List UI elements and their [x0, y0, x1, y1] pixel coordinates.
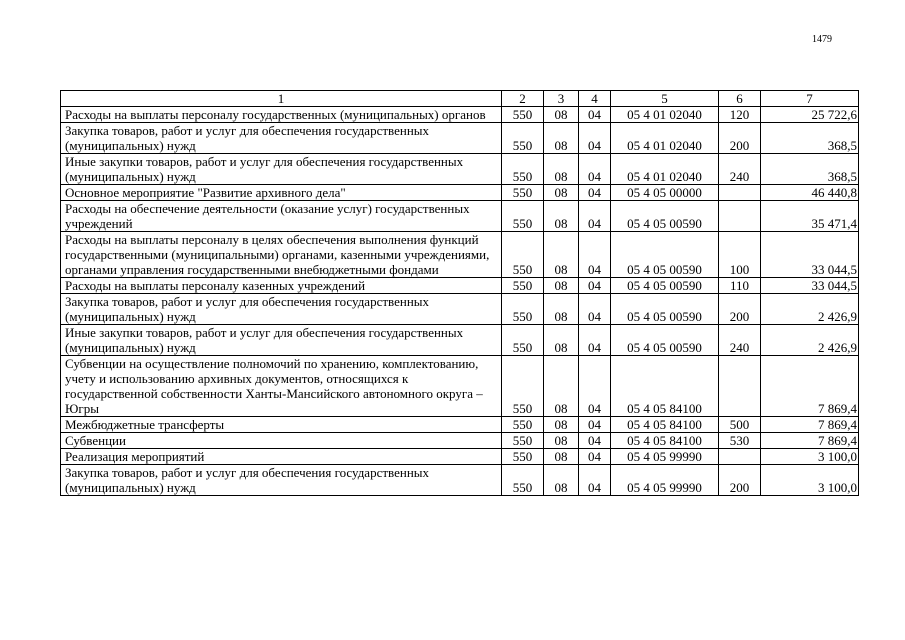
row-col4-cell: 04: [579, 417, 611, 433]
row-col5-cell: 05 4 05 99990: [611, 449, 719, 465]
row-col4-cell: 04: [579, 294, 611, 325]
row-col3-cell: 08: [544, 107, 579, 123]
row-col2-cell: 550: [502, 356, 544, 417]
header-col-1: 1: [61, 91, 502, 107]
row-col3-cell: 08: [544, 465, 579, 496]
row-col5-cell: 05 4 05 00590: [611, 294, 719, 325]
row-name-cell: Иные закупки товаров, работ и услуг для обеспечения государственных (муниципальных) нужд: [61, 325, 502, 356]
row-col2-cell: 550: [502, 465, 544, 496]
row-col3-cell: 08: [544, 232, 579, 278]
header-col-2: 2: [502, 91, 544, 107]
row-col6-cell: 120: [719, 107, 761, 123]
row-col6-cell: 240: [719, 154, 761, 185]
table-row: [61, 465, 859, 496]
row-col6-cell: [719, 185, 761, 201]
row-name-cell: Реализация мероприятий: [61, 449, 502, 465]
table-row: [61, 123, 859, 154]
row-name-cell: Расходы на выплаты персоналу государственных (муниципальных) органов: [61, 107, 502, 123]
row-col5-cell: 05 4 05 99990: [611, 465, 719, 496]
row-col2-cell: 550: [502, 278, 544, 294]
row-col2-cell: 550: [502, 232, 544, 278]
row-col6-cell: 240: [719, 325, 761, 356]
row-col6-cell: 500: [719, 417, 761, 433]
table-row: [61, 294, 859, 325]
row-col6-cell: 200: [719, 465, 761, 496]
row-col6-cell: 530: [719, 433, 761, 449]
row-col2-cell: 550: [502, 107, 544, 123]
row-col5-cell: 05 4 05 00590: [611, 325, 719, 356]
row-name-cell: Закупка товаров, работ и услуг для обеспечения государственных (муниципальных) нужд: [61, 294, 502, 325]
table-row: [61, 417, 859, 433]
row-amount-cell: 2 426,9: [761, 325, 859, 356]
row-col4-cell: 04: [579, 107, 611, 123]
row-col6-cell: [719, 449, 761, 465]
row-name-cell: Расходы на выплаты персоналу казенных учреждений: [61, 278, 502, 294]
row-col5-cell: 05 4 05 00590: [611, 232, 719, 278]
row-amount-cell: 3 100,0: [761, 465, 859, 496]
row-col3-cell: 08: [544, 154, 579, 185]
row-col5-cell: 05 4 01 02040: [611, 123, 719, 154]
row-col4-cell: 04: [579, 278, 611, 294]
row-col3-cell: 08: [544, 278, 579, 294]
row-name-cell: Закупка товаров, работ и услуг для обеспечения государственных (муниципальных) нужд: [61, 465, 502, 496]
row-col2-cell: 550: [502, 325, 544, 356]
row-amount-cell: 3 100,0: [761, 449, 859, 465]
row-col2-cell: 550: [502, 185, 544, 201]
row-amount-cell: 368,5: [761, 154, 859, 185]
row-col4-cell: 04: [579, 232, 611, 278]
table-row: [61, 356, 859, 417]
row-amount-cell: 7 869,4: [761, 356, 859, 417]
row-col5-cell: 05 4 01 02040: [611, 107, 719, 123]
header-col-7: 7: [761, 91, 859, 107]
row-col5-cell: 05 4 05 84100: [611, 417, 719, 433]
row-amount-cell: 7 869,4: [761, 417, 859, 433]
row-col3-cell: 08: [544, 449, 579, 465]
row-col3-cell: 08: [544, 356, 579, 417]
header-col-5: 5: [611, 91, 719, 107]
row-col3-cell: 08: [544, 185, 579, 201]
row-col3-cell: 08: [544, 123, 579, 154]
row-col4-cell: 04: [579, 465, 611, 496]
table-row: [61, 449, 859, 465]
row-col3-cell: 08: [544, 201, 579, 232]
row-col4-cell: 04: [579, 433, 611, 449]
table-row: [61, 154, 859, 185]
page-number: 1479: [812, 34, 832, 45]
row-col4-cell: 04: [579, 449, 611, 465]
row-name-cell: Субвенции на осуществление полномочий по хранению, комплектованию, учету и использованию архивных документов, относящихся к государственной собственности Ханты-Мансийского автономного округа – Югры: [61, 356, 502, 417]
row-col4-cell: 04: [579, 154, 611, 185]
row-name-cell: Расходы на выплаты персоналу в целях обеспечения выполнения функций государственными (муниципальными) органами, казенными учреждениями, органами управления государственными внебюджетными фондами: [61, 232, 502, 278]
row-name-cell: Субвенции: [61, 433, 502, 449]
table-row: [61, 232, 859, 278]
table-row: [61, 433, 859, 449]
row-amount-cell: 33 044,5: [761, 232, 859, 278]
row-col5-cell: 05 4 01 02040: [611, 154, 719, 185]
row-amount-cell: 35 471,4: [761, 201, 859, 232]
row-col6-cell: 200: [719, 123, 761, 154]
row-col4-cell: 04: [579, 185, 611, 201]
row-amount-cell: 2 426,9: [761, 294, 859, 325]
row-col6-cell: 100: [719, 232, 761, 278]
row-col4-cell: 04: [579, 123, 611, 154]
row-amount-cell: 368,5: [761, 123, 859, 154]
row-col5-cell: 05 4 05 84100: [611, 356, 719, 417]
row-col3-cell: 08: [544, 325, 579, 356]
row-col5-cell: 05 4 05 00000: [611, 185, 719, 201]
row-name-cell: Основное мероприятие "Развитие архивного дела": [61, 185, 502, 201]
row-col2-cell: 550: [502, 417, 544, 433]
row-col5-cell: 05 4 05 00590: [611, 278, 719, 294]
row-amount-cell: 46 440,8: [761, 185, 859, 201]
row-col3-cell: 08: [544, 294, 579, 325]
header-col-3: 3: [544, 91, 579, 107]
row-col5-cell: 05 4 05 84100: [611, 433, 719, 449]
row-name-cell: Межбюджетные трансферты: [61, 417, 502, 433]
row-col2-cell: 550: [502, 433, 544, 449]
row-col3-cell: 08: [544, 433, 579, 449]
row-col5-cell: 05 4 05 00590: [611, 201, 719, 232]
table-header-row: [61, 91, 859, 107]
row-col2-cell: 550: [502, 294, 544, 325]
table-row: [61, 201, 859, 232]
row-amount-cell: 25 722,6: [761, 107, 859, 123]
row-col6-cell: [719, 201, 761, 232]
row-col3-cell: 08: [544, 417, 579, 433]
row-amount-cell: 33 044,5: [761, 278, 859, 294]
row-name-cell: Расходы на обеспечение деятельности (оказание услуг) государственных учреждений: [61, 201, 502, 232]
row-col4-cell: 04: [579, 325, 611, 356]
budget-table: [60, 90, 859, 496]
row-col4-cell: 04: [579, 201, 611, 232]
row-name-cell: Закупка товаров, работ и услуг для обеспечения государственных (муниципальных) нужд: [61, 123, 502, 154]
row-col2-cell: 550: [502, 154, 544, 185]
row-col4-cell: 04: [579, 356, 611, 417]
table-row: [61, 325, 859, 356]
header-col-6: 6: [719, 91, 761, 107]
row-amount-cell: 7 869,4: [761, 433, 859, 449]
table-row: [61, 185, 859, 201]
row-col6-cell: 110: [719, 278, 761, 294]
row-name-cell: Иные закупки товаров, работ и услуг для обеспечения государственных (муниципальных) нужд: [61, 154, 502, 185]
row-col6-cell: 200: [719, 294, 761, 325]
table-row: [61, 107, 859, 123]
row-col2-cell: 550: [502, 201, 544, 232]
row-col6-cell: [719, 356, 761, 417]
row-col2-cell: 550: [502, 123, 544, 154]
header-col-4: 4: [579, 91, 611, 107]
row-col2-cell: 550: [502, 449, 544, 465]
table-row: [61, 278, 859, 294]
